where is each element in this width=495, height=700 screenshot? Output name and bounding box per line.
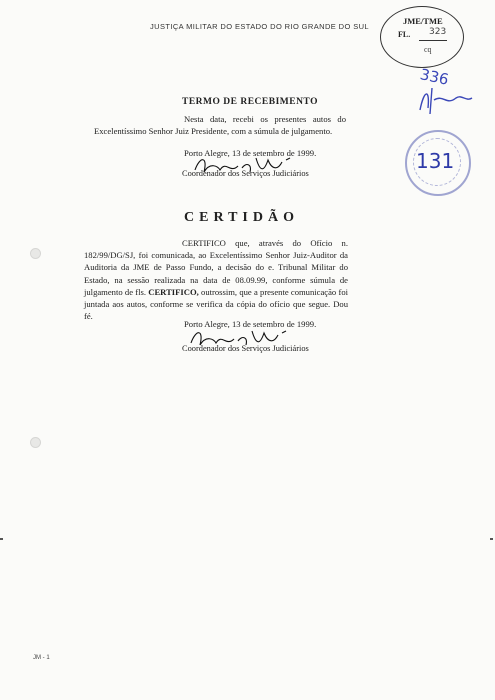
letterhead: JUSTIÇA MILITAR DO ESTADO DO RIO GRANDE DO SUL — [150, 22, 369, 31]
edge-mark-left — [0, 538, 3, 540]
certificate-body-text-1: CERTIFICO que, através do Ofício n. 182/99/DG/SJ, foi comunicada, ao Excelentíssimo Senhor Juiz-Auditor da Auditoria da JME de Passo Fundo, a decisão do e. Tribunal Militar do Estado, na sessão realizada na data de 08.09.99, conforme súmula de julgamento de fls. — [84, 238, 348, 297]
receipt-date: Porto Alegre, 13 de setembro de 1999. — [184, 148, 317, 158]
stamp-fl-sub: cq — [424, 45, 432, 54]
stamp-org: JME/TME — [403, 16, 443, 26]
stamp-underline — [419, 40, 447, 41]
certificate-heading: CERTIDÃO — [184, 210, 299, 225]
receipt-signer-role: Coordenador dos Serviços Judiciários — [182, 169, 309, 178]
footer-code: JM - 1 — [33, 655, 50, 661]
punch-hole-top — [30, 248, 41, 259]
stamp-fl-number: 323 — [429, 27, 447, 37]
receipt-heading: TERMO DE RECEBIMENTO — [182, 97, 318, 107]
certificate-body — [84, 237, 348, 322]
receipt-body: Nesta data, recebi os presentes autos do Excelentíssimo Senhor Juiz Presidente, com a súmula de julgamento. — [94, 114, 346, 137]
certificate-signer-role: Coordenador dos Serviços Judiciários — [182, 344, 309, 353]
edge-mark-right — [490, 538, 493, 540]
blue-initials-signature — [410, 80, 480, 120]
circular-seal — [405, 130, 471, 196]
certificate-bold-word: CERTIFICO, — [148, 286, 199, 297]
folio-stamp — [380, 6, 464, 68]
handwritten-page-number: 336 — [418, 65, 451, 89]
certificate-body-text-2: outrossim, que a presente comunicação foi juntada aos autos, conforme se verifica da cópia do ofício que segue. Dou fé. — [84, 286, 348, 322]
punch-hole-bottom — [30, 437, 41, 448]
seal-number: 131 — [416, 149, 455, 173]
stamp-fl-label: FL. — [398, 30, 411, 39]
certificate-date: Porto Alegre, 13 de setembro de 1999. — [184, 319, 317, 329]
